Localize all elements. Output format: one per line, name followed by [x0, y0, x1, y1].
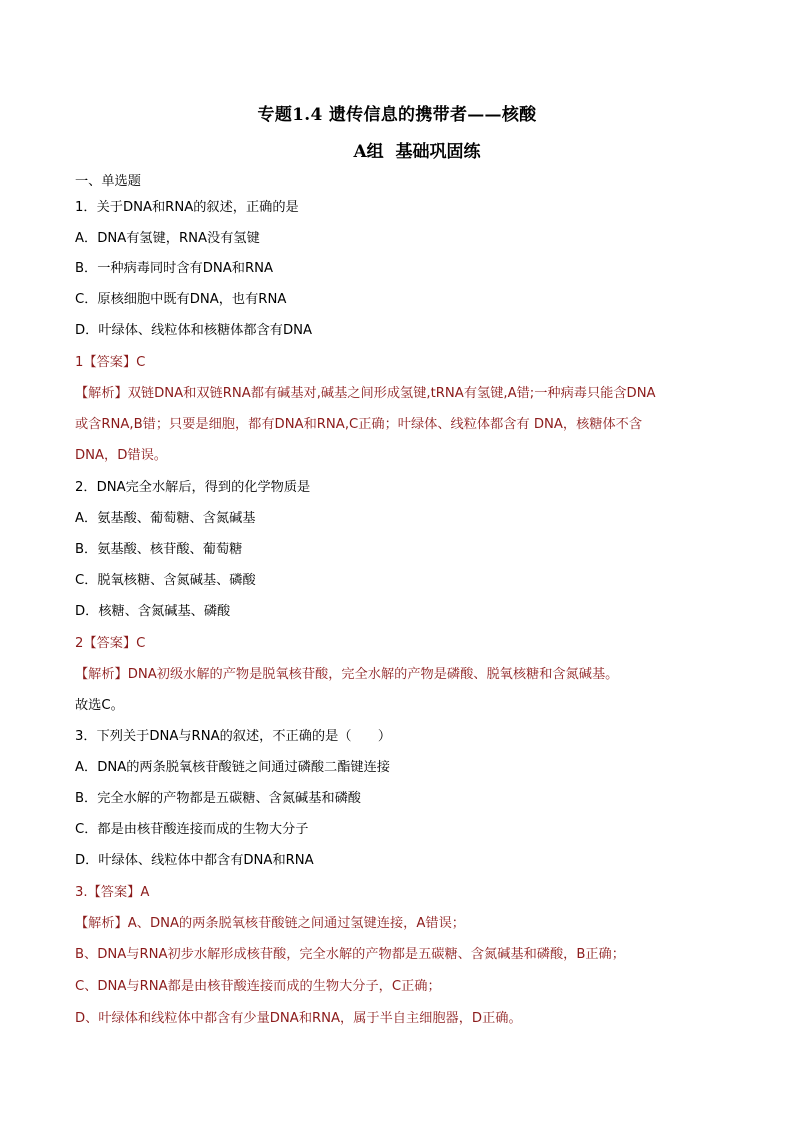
section-heading: 一、单选题	[75, 174, 141, 189]
question-3-option-c: C．都是由核苷酸连接而成的生物大分子	[75, 822, 309, 837]
question-1-option-c: C．原核细胞中既有DNA，也有RNA	[75, 292, 287, 307]
question-2-answer: 2【答案】C	[75, 636, 146, 651]
question-3-analysis-line-4: D、叶绿体和线粒体中都含有少量DNA和RNA，属于半自主细胞器，D正确。	[75, 1011, 522, 1026]
page-subtitle: A组 基础巩固练	[353, 142, 481, 162]
question-3-stem: 3．下列关于DNA与RNA的叙述，不正确的是（ ）	[75, 729, 392, 744]
question-3-answer: 3.【答案】A	[75, 885, 150, 900]
question-3-option-d: D．叶绿体、线粒体中都含有DNA和RNA	[75, 853, 314, 868]
question-1-analysis-line-1: 【解析】双链DNA和双链RNA都有碱基对,碱基之间形成氢键,tRNA有氢键,A错;一种病毒只能含DNA	[75, 386, 656, 401]
question-1-analysis-line-3: DNA，D错误。	[75, 448, 167, 463]
question-2-option-d: D．核糖、含氮碱基、磷酸	[75, 604, 231, 619]
question-1-answer: 1【答案】C	[75, 355, 146, 370]
question-1-option-d: D．叶绿体、线粒体和核糖体都含有DNA	[75, 323, 313, 338]
question-1-stem: 1．关于DNA和RNA的叙述，正确的是	[75, 200, 299, 215]
question-2-option-c: C．脱氧核糖、含氮碱基、磷酸	[75, 573, 256, 588]
question-2-option-a: A．氨基酸、葡萄糖、含氮碱基	[75, 511, 256, 526]
question-2-option-b: B．氨基酸、核苷酸、葡萄糖	[75, 542, 243, 557]
question-3-option-a: A．DNA的两条脱氧核苷酸链之间通过磷酸二酯键连接	[75, 760, 390, 775]
page-title: 专题1.4 遗传信息的携带者——核酸	[257, 105, 537, 125]
question-3-analysis-line-1: 【解析】A、DNA的两条脱氧核苷酸链之间通过氢键连接，A错误；	[75, 916, 465, 931]
question-1-option-a: A．DNA有氢键，RNA没有氢键	[75, 231, 260, 246]
question-3-analysis-line-2: B、DNA与RNA初步水解形成核苷酸，完全水解的产物都是五碳糖、含氮碱基和磷酸，B正确；	[75, 947, 625, 962]
question-2-analysis-line-1: 【解析】DNA初级水解的产物是脱氧核苷酸，完全水解的产物是磷酸、脱氧核糖和含氮碱基。	[75, 667, 619, 682]
question-3-analysis-line-3: C、DNA与RNA都是由核苷酸连接而成的生物大分子，C正确；	[75, 979, 441, 994]
question-1-analysis-line-2: 或含RNA,B错；只要是细胞，都有DNA和RNA,C正确；叶绿体、线粒体都含有 DNA，核糖体不含	[75, 417, 643, 432]
question-3-option-b: B．完全水解的产物都是五碳糖、含氮碱基和磷酸	[75, 791, 361, 806]
question-2-conclusion: 故选C。	[75, 698, 124, 713]
question-1-option-b: B．一种病毒同时含有DNA和RNA	[75, 261, 274, 276]
question-2-stem: 2．DNA完全水解后，得到的化学物质是	[75, 480, 311, 495]
